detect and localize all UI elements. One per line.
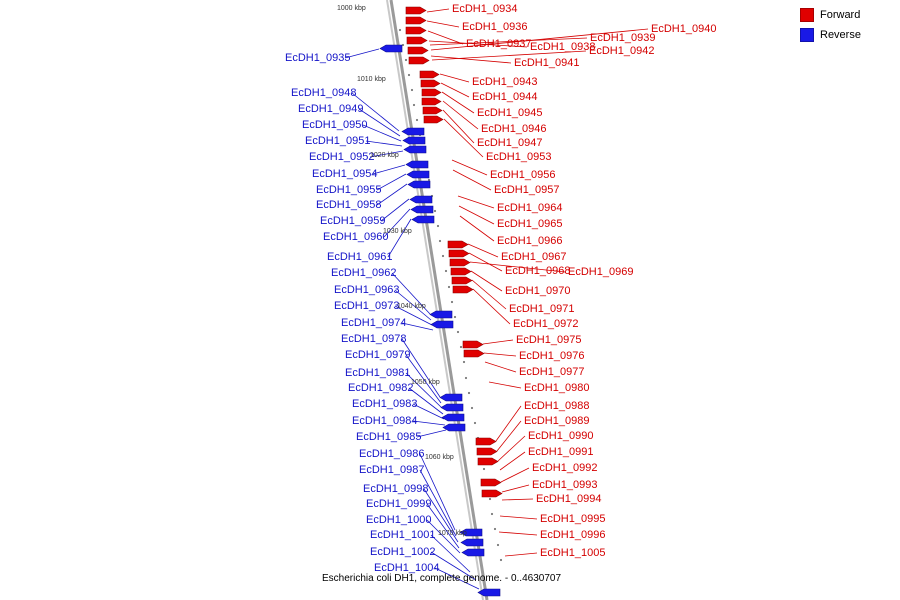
- legend-item-forward: [800, 8, 890, 22]
- gene-label[interactable]: EcDH1_0936: [462, 21, 528, 33]
- gene-arrow[interactable]: [422, 98, 441, 105]
- ruler-minor-tick: [408, 74, 410, 76]
- gene-feature[interactable]: [411, 206, 433, 213]
- gene-label[interactable]: EcDH1_0993: [532, 479, 598, 491]
- gene-connector-line: [497, 421, 521, 451]
- gene-label[interactable]: EcDH1_0964: [497, 202, 563, 214]
- ruler-minor-tick: [454, 316, 456, 318]
- gene-connector-line: [471, 271, 502, 291]
- gene-feature[interactable]: [449, 250, 469, 257]
- ruler-minor-tick: [494, 528, 496, 530]
- ruler-minor-tick: [437, 225, 439, 227]
- gene-arrow[interactable]: [404, 146, 426, 153]
- gene-connector-line: [499, 532, 537, 535]
- gene-connector-line: [402, 323, 433, 330]
- gene-arrow[interactable]: [477, 448, 497, 455]
- ruler-minor-tick: [468, 392, 470, 394]
- ruler-tick-label: 1000 kbp: [337, 5, 366, 12]
- gene-arrow[interactable]: [408, 47, 428, 54]
- gene-connector-line: [502, 499, 533, 500]
- gene-feature[interactable]: [464, 350, 484, 357]
- ruler-tick-label: 1050 kbp: [411, 379, 440, 386]
- gene-arrow[interactable]: [408, 181, 430, 188]
- gene-arrow[interactable]: [409, 57, 429, 64]
- gene-connector-line: [441, 83, 469, 97]
- gene-feature[interactable]: [442, 414, 464, 421]
- gene-label[interactable]: EcDH1_0967: [501, 251, 567, 263]
- ruler-minor-tick: [445, 270, 447, 272]
- gene-label[interactable]: EcDH1_0989: [524, 415, 590, 427]
- gene-label[interactable]: EcDH1_0962: [331, 267, 397, 279]
- gene-label[interactable]: EcDH1_0947: [477, 137, 543, 149]
- gene-feature[interactable]: [408, 181, 430, 188]
- gene-label[interactable]: EcDH1_0949: [298, 103, 364, 115]
- gene-label[interactable]: EcDH1_0954: [312, 168, 378, 180]
- gene-label[interactable]: EcDH1_0968: [505, 265, 571, 277]
- ruler-minor-tick: [500, 559, 502, 561]
- gene-feature[interactable]: [481, 479, 501, 486]
- ruler-minor-tick: [474, 422, 476, 424]
- ruler-minor-tick: [413, 104, 415, 106]
- gene-connector-line: [427, 9, 449, 12]
- reverse-color-swatch: [800, 28, 814, 42]
- gene-feature[interactable]: [452, 277, 472, 284]
- gene-arrow[interactable]: [441, 404, 463, 411]
- genome-caption: Escherichia coli DH1, complete genome. - 0..4630707: [322, 573, 562, 584]
- gene-feature[interactable]: [421, 80, 440, 87]
- gene-connector-line: [443, 110, 474, 143]
- gene-label[interactable]: EcDH1_0978: [341, 333, 407, 345]
- gene-arrow[interactable]: [420, 71, 439, 78]
- gene-connector-line: [496, 406, 521, 441]
- gene-label[interactable]: EcDH1_0998: [363, 483, 429, 495]
- gene-feature[interactable]: [406, 7, 426, 14]
- gene-arrow[interactable]: [462, 549, 484, 556]
- ruler-minor-tick: [451, 301, 453, 303]
- gene-connector-line: [505, 553, 537, 556]
- gene-label[interactable]: EcDH1_0971: [509, 303, 575, 315]
- ruler-minor-tick: [460, 346, 462, 348]
- gene-label[interactable]: EcDH1_0955: [316, 184, 382, 196]
- gene-connector-line: [500, 516, 537, 519]
- gene-arrow[interactable]: [482, 490, 502, 497]
- gene-arrow[interactable]: [481, 479, 501, 486]
- gene-arrow[interactable]: [412, 216, 434, 223]
- ruler-tick-label: 1060 kbp: [425, 454, 454, 461]
- gene-label[interactable]: EcDH1_1004: [374, 562, 440, 574]
- gene-feature[interactable]: [406, 161, 428, 168]
- gene-label[interactable]: EcDH1_0994: [536, 493, 602, 505]
- gene-feature[interactable]: [443, 424, 465, 431]
- gene-label[interactable]: EcDH1_0972: [513, 318, 579, 330]
- gene-arrow[interactable]: [422, 89, 441, 96]
- gene-feature[interactable]: [448, 241, 468, 248]
- gene-label[interactable]: EcDH1_0984: [352, 415, 418, 427]
- gene-arrow[interactable]: [406, 17, 426, 24]
- gene-arrow[interactable]: [461, 539, 483, 546]
- gene-label[interactable]: EcDH1_0992: [532, 462, 598, 474]
- gene-label[interactable]: EcDH1_0985: [356, 431, 422, 443]
- gene-arrow[interactable]: [451, 268, 471, 275]
- gene-label[interactable]: EcDH1_0945: [477, 107, 543, 119]
- gene-label[interactable]: EcDH1_0941: [514, 57, 580, 69]
- gene-label[interactable]: EcDH1_0958: [316, 199, 382, 211]
- gene-label[interactable]: EcDH1_0960: [323, 231, 389, 243]
- gene-feature[interactable]: [402, 128, 424, 135]
- gene-arrow[interactable]: [406, 161, 428, 168]
- gene-feature[interactable]: [453, 286, 473, 293]
- gene-feature[interactable]: [463, 341, 483, 348]
- ruler-minor-tick: [442, 255, 444, 257]
- gene-feature[interactable]: [424, 116, 443, 123]
- gene-connector-line: [442, 92, 474, 113]
- gene-connector-line: [489, 382, 521, 388]
- gene-label[interactable]: EcDH1_0995: [540, 513, 606, 525]
- gene-label[interactable]: EcDH1_0950: [302, 119, 368, 131]
- gene-label[interactable]: EcDH1_0973: [334, 300, 400, 312]
- gene-label[interactable]: EcDH1_0934: [452, 3, 518, 15]
- gene-label[interactable]: EcDH1_0982: [348, 382, 414, 394]
- gene-arrow[interactable]: [431, 321, 453, 328]
- gene-arrow[interactable]: [407, 171, 429, 178]
- ruler-minor-tick: [399, 29, 401, 31]
- gene-connector-line: [458, 196, 494, 208]
- gene-feature[interactable]: [440, 394, 462, 401]
- gene-label[interactable]: EcDH1_0980: [524, 382, 590, 394]
- ruler-minor-tick: [471, 407, 473, 409]
- gene-label[interactable]: EcDH1_0988: [524, 400, 590, 412]
- gene-feature[interactable]: [409, 57, 429, 64]
- gene-feature[interactable]: [406, 17, 426, 24]
- gene-label[interactable]: EcDH1_0957: [494, 184, 560, 196]
- gene-arrow[interactable]: [478, 458, 498, 465]
- gene-feature[interactable]: [407, 37, 427, 44]
- gene-feature[interactable]: [431, 321, 453, 328]
- gene-label[interactable]: EcDH1_0942: [589, 45, 655, 57]
- forward-color-swatch: [800, 8, 814, 22]
- gene-arrow[interactable]: [463, 341, 483, 348]
- gene-arrow[interactable]: [440, 394, 462, 401]
- ruler-minor-tick: [483, 468, 485, 470]
- gene-feature[interactable]: [477, 448, 497, 455]
- gene-connector-line: [366, 141, 402, 146]
- gene-feature[interactable]: [410, 196, 432, 203]
- gene-label[interactable]: EcDH1_0970: [505, 285, 571, 297]
- gene-connector-line: [483, 340, 513, 344]
- gene-label[interactable]: EcDH1_0938: [530, 41, 596, 53]
- gene-connector-line: [443, 101, 478, 129]
- gene-feature[interactable]: [482, 490, 502, 497]
- gene-feature[interactable]: [406, 27, 426, 34]
- ruler-minor-tick: [465, 377, 467, 379]
- gene-connector-line: [485, 362, 516, 372]
- gene-arrow[interactable]: [448, 241, 468, 248]
- ruler-tick-label: 1070 kbp: [438, 530, 467, 537]
- gene-label[interactable]: EcDH1_0940: [651, 23, 717, 35]
- ruler-minor-tick: [497, 544, 499, 546]
- ruler-minor-tick: [457, 331, 459, 333]
- gene-feature[interactable]: [478, 458, 498, 465]
- gene-label[interactable]: EcDH1_0959: [320, 215, 386, 227]
- legend-item-reverse: [800, 28, 890, 42]
- ruler-tick-label: 1010 kbp: [357, 76, 386, 83]
- gene-label[interactable]: EcDH1_0946: [481, 123, 547, 135]
- gene-connector-line: [459, 206, 494, 224]
- gene-arrow[interactable]: [442, 414, 464, 421]
- gene-feature[interactable]: [430, 311, 452, 318]
- gene-label[interactable]: EcDH1_0956: [490, 169, 556, 181]
- gene-feature[interactable]: [412, 216, 434, 223]
- gene-connector-line: [427, 504, 459, 548]
- gene-label[interactable]: EcDH1_0999: [366, 498, 432, 510]
- gene-feature[interactable]: [450, 259, 470, 266]
- gene-label[interactable]: EcDH1_0939: [590, 32, 656, 44]
- gene-connector-line: [484, 353, 516, 356]
- gene-label[interactable]: EcDH1_0996: [540, 529, 606, 541]
- legend: [800, 8, 890, 48]
- gene-feature[interactable]: [461, 539, 483, 546]
- gene-label[interactable]: EcDH1_1001: [370, 529, 436, 541]
- gene-label[interactable]: EcDH1_0937: [466, 38, 532, 50]
- gene-arrow[interactable]: [453, 286, 473, 293]
- gene-connector-line: [427, 21, 459, 27]
- gene-feature[interactable]: [420, 71, 439, 78]
- gene-label[interactable]: EcDH1_0987: [359, 464, 425, 476]
- gene-feature[interactable]: [476, 438, 496, 445]
- gene-feature[interactable]: [380, 45, 402, 52]
- gene-arrow[interactable]: [421, 80, 440, 87]
- gene-label[interactable]: EcDH1_0966: [497, 235, 563, 247]
- ruler-minor-tick: [491, 513, 493, 515]
- gene-label[interactable]: EcDH1_0991: [528, 446, 594, 458]
- legend-label-forward: Forward: [820, 9, 861, 21]
- gene-label[interactable]: EcDH1_0953: [486, 151, 552, 163]
- ruler-tick-label: 1040 kbp: [397, 303, 426, 310]
- gene-arrow[interactable]: [423, 107, 442, 114]
- gene-label[interactable]: EcDH1_0948: [291, 87, 357, 99]
- gene-arrow[interactable]: [476, 438, 496, 445]
- gene-label[interactable]: EcDH1_0961: [327, 251, 393, 263]
- gene-connector-line: [498, 436, 525, 461]
- genome-backbone-line: [391, 0, 487, 600]
- gene-feature[interactable]: [408, 47, 428, 54]
- gene-arrow[interactable]: [410, 196, 432, 203]
- gene-arrow[interactable]: [380, 45, 402, 52]
- gene-arrow[interactable]: [452, 277, 472, 284]
- gene-connector-line: [501, 468, 529, 482]
- ruler-minor-tick: [448, 286, 450, 288]
- gene-label[interactable]: EcDH1_0975: [516, 334, 582, 346]
- gene-label[interactable]: EcDH1_0974: [341, 317, 407, 329]
- ruler-minor-tick: [416, 119, 418, 121]
- gene-arrow[interactable]: [403, 137, 425, 144]
- gene-connector-line: [453, 170, 491, 190]
- gene-feature[interactable]: [403, 137, 425, 144]
- gene-connector-line: [452, 160, 487, 175]
- gene-label[interactable]: EcDH1_0977: [519, 366, 585, 378]
- gene-feature[interactable]: [423, 107, 442, 114]
- gene-connector-line: [460, 216, 494, 241]
- gene-connector-line: [502, 485, 529, 492]
- gene-feature[interactable]: [404, 146, 426, 153]
- gene-label[interactable]: EcDH1_0976: [519, 350, 585, 362]
- ruler-minor-tick: [489, 498, 491, 500]
- legend-label-reverse: Reverse: [820, 29, 861, 41]
- gene-label[interactable]: EcDH1_0969: [568, 266, 634, 278]
- gene-arrow[interactable]: [443, 424, 465, 431]
- gene-label[interactable]: EcDH1_0935: [285, 52, 351, 64]
- ruler-minor-tick: [411, 89, 413, 91]
- gene-label[interactable]: EcDH1_0963: [334, 284, 400, 296]
- gene-label[interactable]: EcDH1_1005: [540, 547, 606, 559]
- ruler-minor-tick: [439, 240, 441, 242]
- gene-connector-line: [373, 165, 405, 174]
- gene-label[interactable]: EcDH1_0944: [472, 91, 538, 103]
- gene-label[interactable]: EcDH1_0951: [305, 135, 371, 147]
- ruler-minor-tick: [434, 210, 436, 212]
- gene-feature[interactable]: [422, 98, 441, 105]
- gene-label[interactable]: EcDH1_0943: [472, 76, 538, 88]
- gene-label[interactable]: EcDH1_0979: [345, 349, 411, 361]
- gene-arrow[interactable]: [402, 128, 424, 135]
- gene-arrow[interactable]: [406, 7, 426, 14]
- gene-feature[interactable]: [462, 549, 484, 556]
- gene-arrow[interactable]: [406, 27, 426, 34]
- gene-arrow[interactable]: [424, 116, 443, 123]
- gene-arrow[interactable]: [450, 259, 470, 266]
- gene-connector-line: [500, 452, 525, 470]
- gene-label[interactable]: EcDH1_0986: [359, 448, 425, 460]
- gene-label[interactable]: EcDH1_0952: [309, 151, 375, 163]
- ruler-tick-label: 1020 kbp: [370, 152, 399, 159]
- gene-label[interactable]: EcDH1_0983: [352, 398, 418, 410]
- gene-arrow[interactable]: [430, 311, 452, 318]
- gene-arrow[interactable]: [411, 206, 433, 213]
- gene-connector-line: [469, 253, 502, 271]
- gene-label[interactable]: EcDH1_0965: [497, 218, 563, 230]
- gene-feature[interactable]: [451, 268, 471, 275]
- gene-label[interactable]: EcDH1_1000: [366, 514, 432, 526]
- gene-label[interactable]: EcDH1_0990: [528, 430, 594, 442]
- gene-arrow[interactable]: [449, 250, 469, 257]
- gene-feature[interactable]: [407, 171, 429, 178]
- gene-feature[interactable]: [422, 89, 441, 96]
- gene-arrow[interactable]: [464, 350, 484, 357]
- gene-label[interactable]: EcDH1_0981: [345, 367, 411, 379]
- ruler-minor-tick: [405, 59, 407, 61]
- ruler-minor-tick: [463, 361, 465, 363]
- gene-arrow[interactable]: [407, 37, 427, 44]
- gene-feature[interactable]: [441, 404, 463, 411]
- ruler-tick-label: 1030 kbp: [383, 228, 412, 235]
- gene-connector-line: [440, 74, 469, 82]
- gene-label[interactable]: EcDH1_1002: [370, 546, 436, 558]
- gene-connector-line: [413, 421, 445, 425]
